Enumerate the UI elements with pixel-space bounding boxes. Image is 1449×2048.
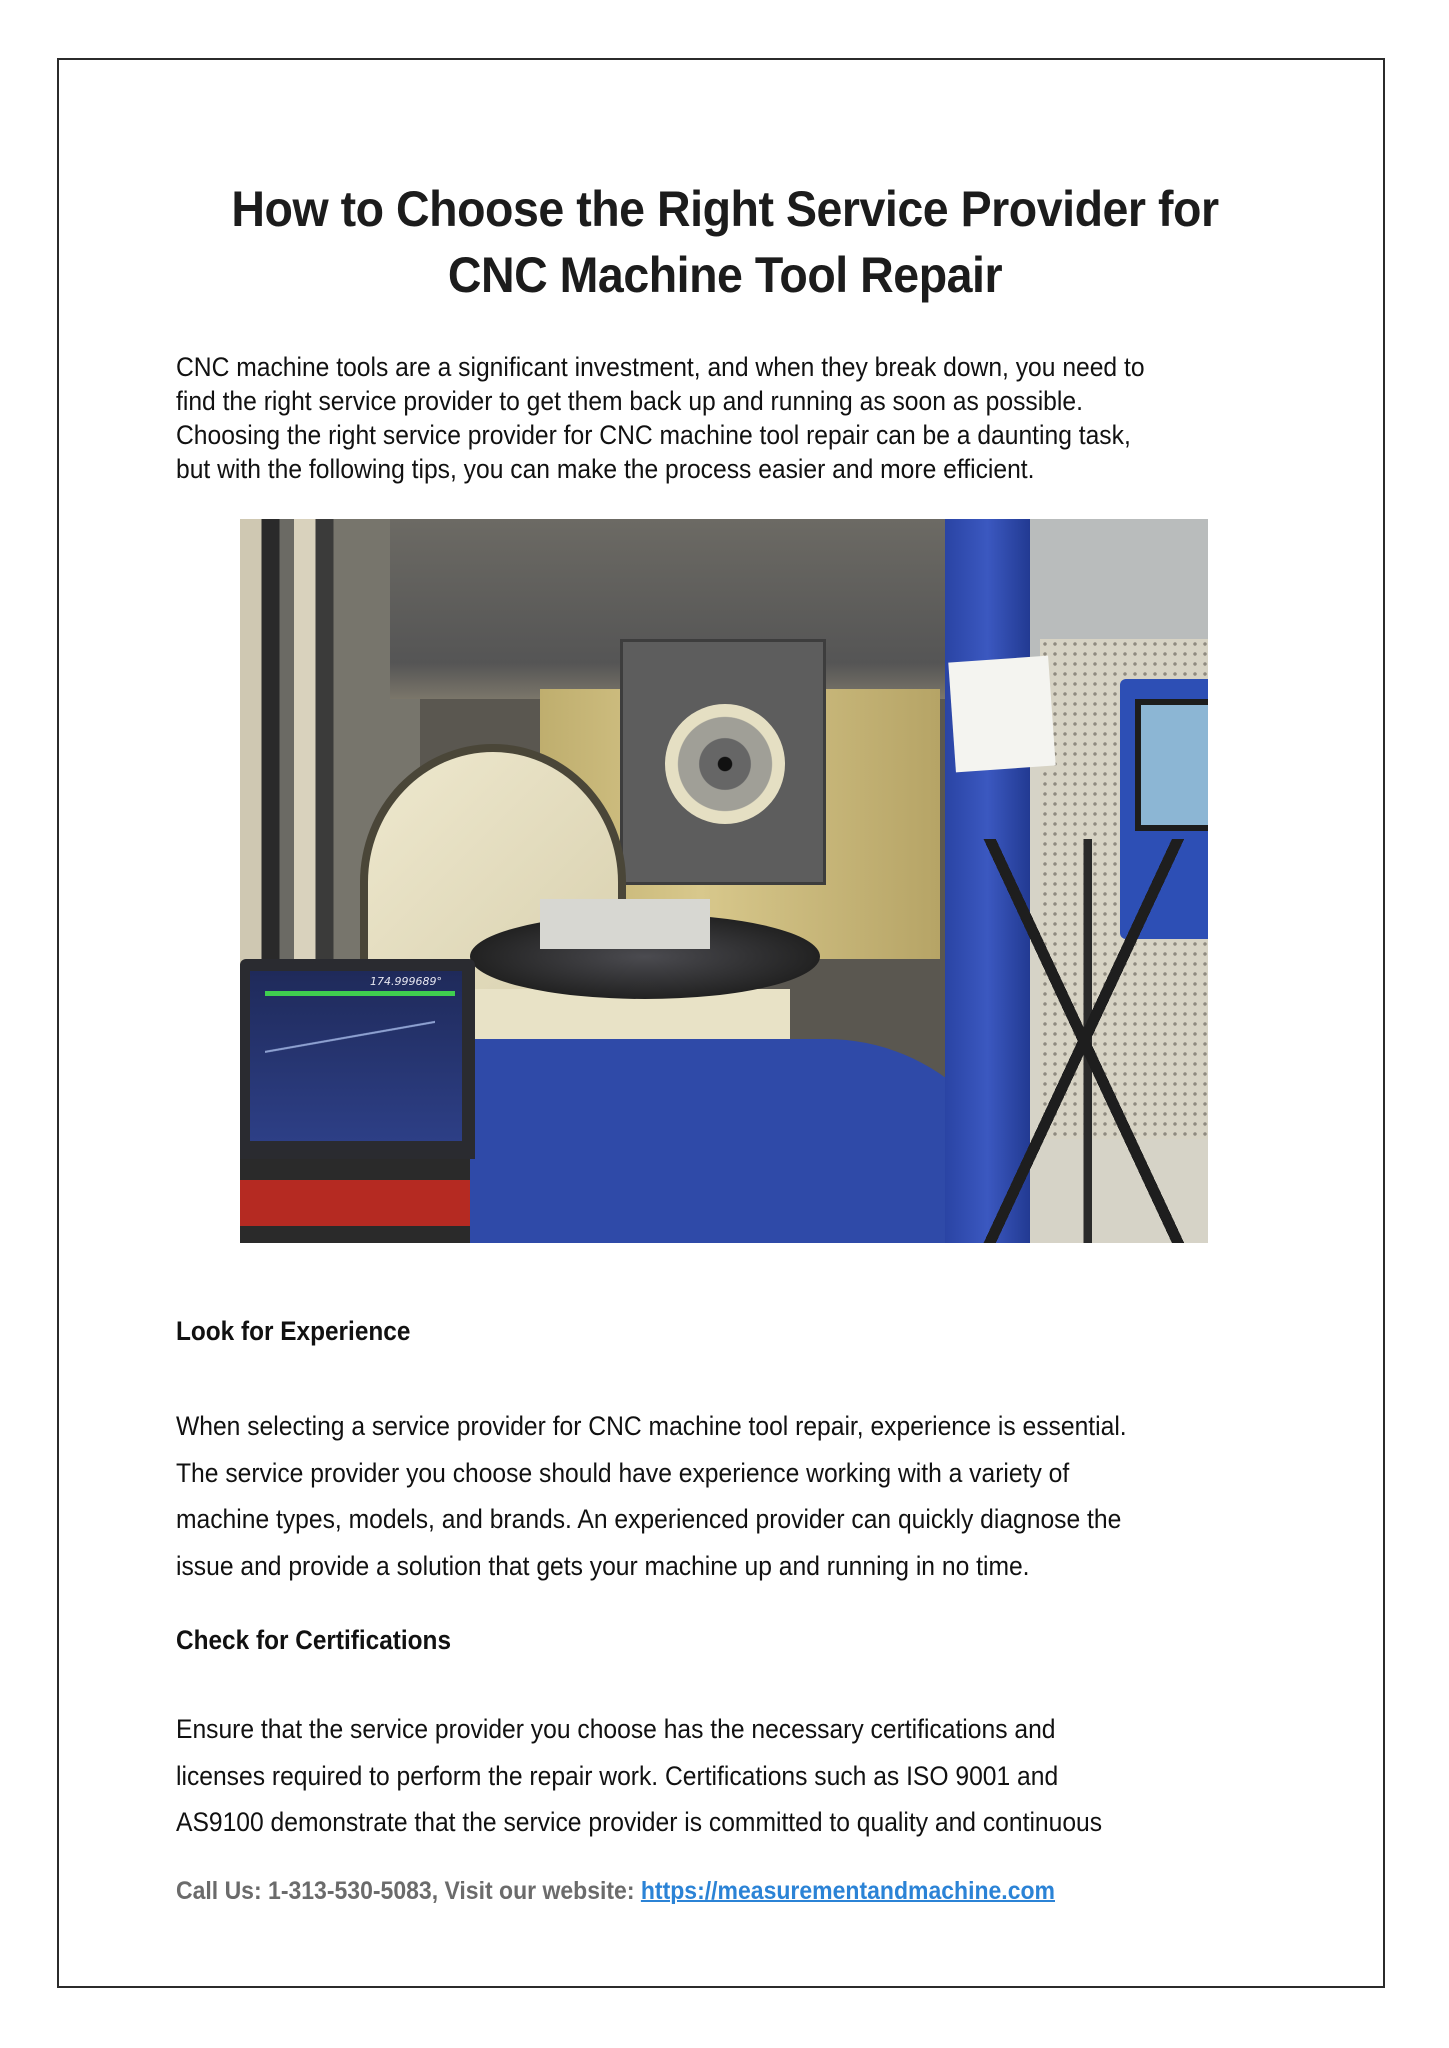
page-title [190,176,1260,308]
paragraph-line: When selecting a service provider for CNC machine tool repair, experience is essential. [176,1411,1127,1441]
paragraph-line: licenses required to perform the repair work. Certifications such as ISO 9001 and [176,1760,1059,1791]
paragraph-line: The service provider you choose should have experience working with a variety of [176,1457,1070,1488]
photo-cnc-screen [1135,699,1208,831]
paragraph-line: issue and provide a solution that gets your machine up and running in no time. [176,1550,1030,1581]
intro-paragraph [176,350,1218,486]
contact-footer [176,1874,1055,1908]
paragraph-line: AS9100 demonstrate that the service provider is committed to quality and continuous [176,1807,1103,1837]
intro-line: CNC machine tools are a significant investment, and when they break down, you need to [176,352,1145,382]
section-paragraph-experience [176,1403,1127,1589]
title-line-2: CNC Machine Tool Repair [447,247,1003,303]
paragraph-line: machine types, models, and brands. An experienced provider can quickly diagnose the [176,1504,1122,1534]
website-link[interactable]: https://measurementandmachine.com [640,1877,1056,1905]
intro-line: find the right service provider to get them back up and running as soon as possible. [176,386,1083,416]
title-line-1: How to Choose the Right Service Provider for [231,181,1219,237]
section-heading-certifications: Check for Certifications [176,1625,452,1655]
photo-tripod [980,839,1200,1243]
photo-fixture [540,899,710,949]
photo-laptop-graph [265,1019,435,1059]
photo-spindle [665,704,785,824]
photo-laptop-keyboard [240,1159,470,1243]
photo-laptop-progress-bar [265,991,455,996]
photo-blue-guard [410,1039,1030,1243]
cnc-machine-photo [240,519,1208,1243]
photo-laptop-readout: 174.999689° [370,975,442,988]
section-paragraph-certifications [176,1706,1102,1846]
call-us-text: Call Us: 1-313-530-5083, Visit our website: [176,1877,641,1905]
intro-line: Choosing the right service provider for CNC machine tool repair can be a daunting task, [176,420,1131,450]
paragraph-line: Ensure that the service provider you choose has the necessary certifications and [176,1714,1056,1744]
intro-line: but with the following tips, you can make the process easier and more efficient. [176,454,1035,484]
photo-paper-note [948,656,1055,773]
section-heading-experience: Look for Experience [176,1316,411,1346]
